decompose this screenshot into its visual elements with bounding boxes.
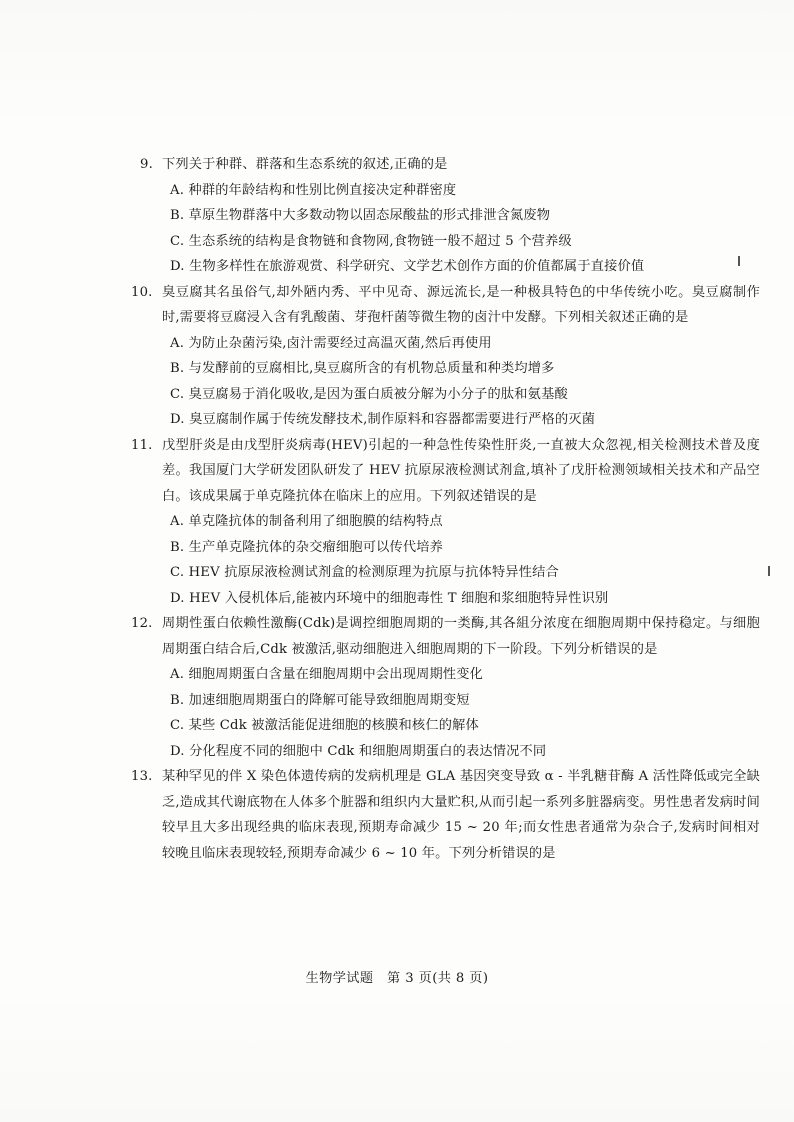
option-d: D. 生物多样性在旅游观赏、科学研究、文学艺术创作方面的价值都属于直接价值 — [170, 259, 645, 274]
option-d: D. 分化程度不同的细胞中 Cdk 和细胞周期蛋白的表达情况不同 — [170, 743, 547, 759]
question-10 — [131, 280, 760, 433]
option-b: B. 与发酵前的豆腐相比,臭豆腐所含的有机物总质量和种类均增多 — [170, 361, 555, 376]
option-b: B. 生产单克隆抗体的杂交瘤细胞可以传代培养 — [170, 539, 444, 555]
question-text: 某种罕见的伴 X 染色体遗传病的发病机理是 GLA 基因突变导致 α - 半乳糖苷酶 A 活性降低或完全缺乏,造成其代谢底物在人体多个脏器和组织内大量贮积,从而引起一系列多脏器病变。男性患者发病时间较早且大多出现经典的临床表现,预期寿命减少 15 ~ 20 年;而女性患者通常为杂合子,发病时间相对较晚且临床表现较轻,预期寿命减少 6 ~ 10 年。下列分析错误的是 — [162, 769, 760, 861]
option-a: A. 细胞周期蛋白含量在细胞周期中会出现周期性变化 — [170, 667, 484, 682]
question-stem — [131, 280, 760, 331]
option-c: C. HEV 抗原尿液检测试剂盒的检测原理为抗原与抗体特异性结合 — [170, 565, 559, 580]
option-b: B. 加速细胞周期蛋白的降解可能导致细胞周期变短 — [170, 692, 470, 708]
question-stem — [131, 611, 760, 662]
option-b: B. 草原生物群落中大多数动物以固态尿酸盐的形式排泄含氮废物 — [170, 208, 551, 223]
question-stem — [140, 152, 760, 178]
question-number: 13. — [131, 769, 153, 784]
question-number: 9. — [140, 157, 153, 172]
option-c: C. 生态系统的结构是食物链和食物网,食物链一般不超过 5 个营养级 — [170, 233, 572, 249]
option-c: C. 臭豆腐易于消化吸收,是因为蛋白质被分解为小分子的肽和氨基酸 — [170, 386, 568, 402]
scan-mark — [768, 566, 770, 576]
question-stem — [131, 764, 760, 866]
question-stem — [131, 433, 760, 510]
option-a: A. 为防止杂菌污染,卤汁需要经过高温灭菌,然后再使用 — [170, 335, 492, 351]
question-number: 11. — [131, 437, 153, 453]
question-text: 周期性蛋白依赖性激酶(Cdk)是调控细胞周期的一类酶,其各組分浓度在细胞周期中保持稳定。与细胞周期蛋白结合后,Cdk 被激活,驱动细胞进入细胞周期的下一阶段。下列分析错误的是 — [162, 616, 760, 657]
option-a: A. 种群的年龄结构和性别比例直接决定种群密度 — [170, 182, 457, 198]
option-c: C. 某些 Cdk 被激活能促进细胞的核膜和核仁的解体 — [170, 718, 479, 733]
page-footer: 生物学试题 第 3 页(共 8 页) — [305, 971, 489, 986]
question-number: 12. — [131, 616, 153, 631]
question-number: 10. — [131, 284, 153, 300]
option-a: A. 单克隆抗体的制备利用了细胞膜的结构特点 — [170, 514, 443, 529]
question-13 — [131, 764, 760, 866]
option-d: D. HEV 入侵机体后,能被内环境中的细胞毒性 T 细胞和浆细胞特异性识别 — [170, 590, 609, 606]
question-text: 下列关于种群、群落和生态系统的叙述,正确的是 — [162, 157, 448, 172]
question-9 — [140, 152, 760, 280]
question-text: 戊型肝炎是由戊型肝炎病毒(HEV)引起的一种急性传染性肝炎,一直被大众忽视,相关检测技术普及度差。我国厦门大学研发团队研发了 HEV 抗原尿液检测试剂盒,填补了戊肝检测领域相关技术和产品空白。该成果属于单克隆抗体在临床上的应用。下列叙述错误的是 — [162, 437, 760, 504]
question-text: 臭豆腐其名虽俗气,却外陋内秀、平中见奇、源远流长,是一种极具特色的中华传统小吃。臭豆腐制作时,需要将豆腐浸入含有乳酸菌、芽孢杆菌等微生物的卤汁中发酵。下列相关叙述正确的是 — [162, 284, 760, 325]
question-11 — [131, 433, 760, 612]
option-d: D. 臭豆腐制作属于传统发酵技术,制作原料和容器都需要进行严格的灭菌 — [170, 412, 596, 427]
question-12 — [131, 611, 760, 764]
question-list — [131, 152, 760, 866]
